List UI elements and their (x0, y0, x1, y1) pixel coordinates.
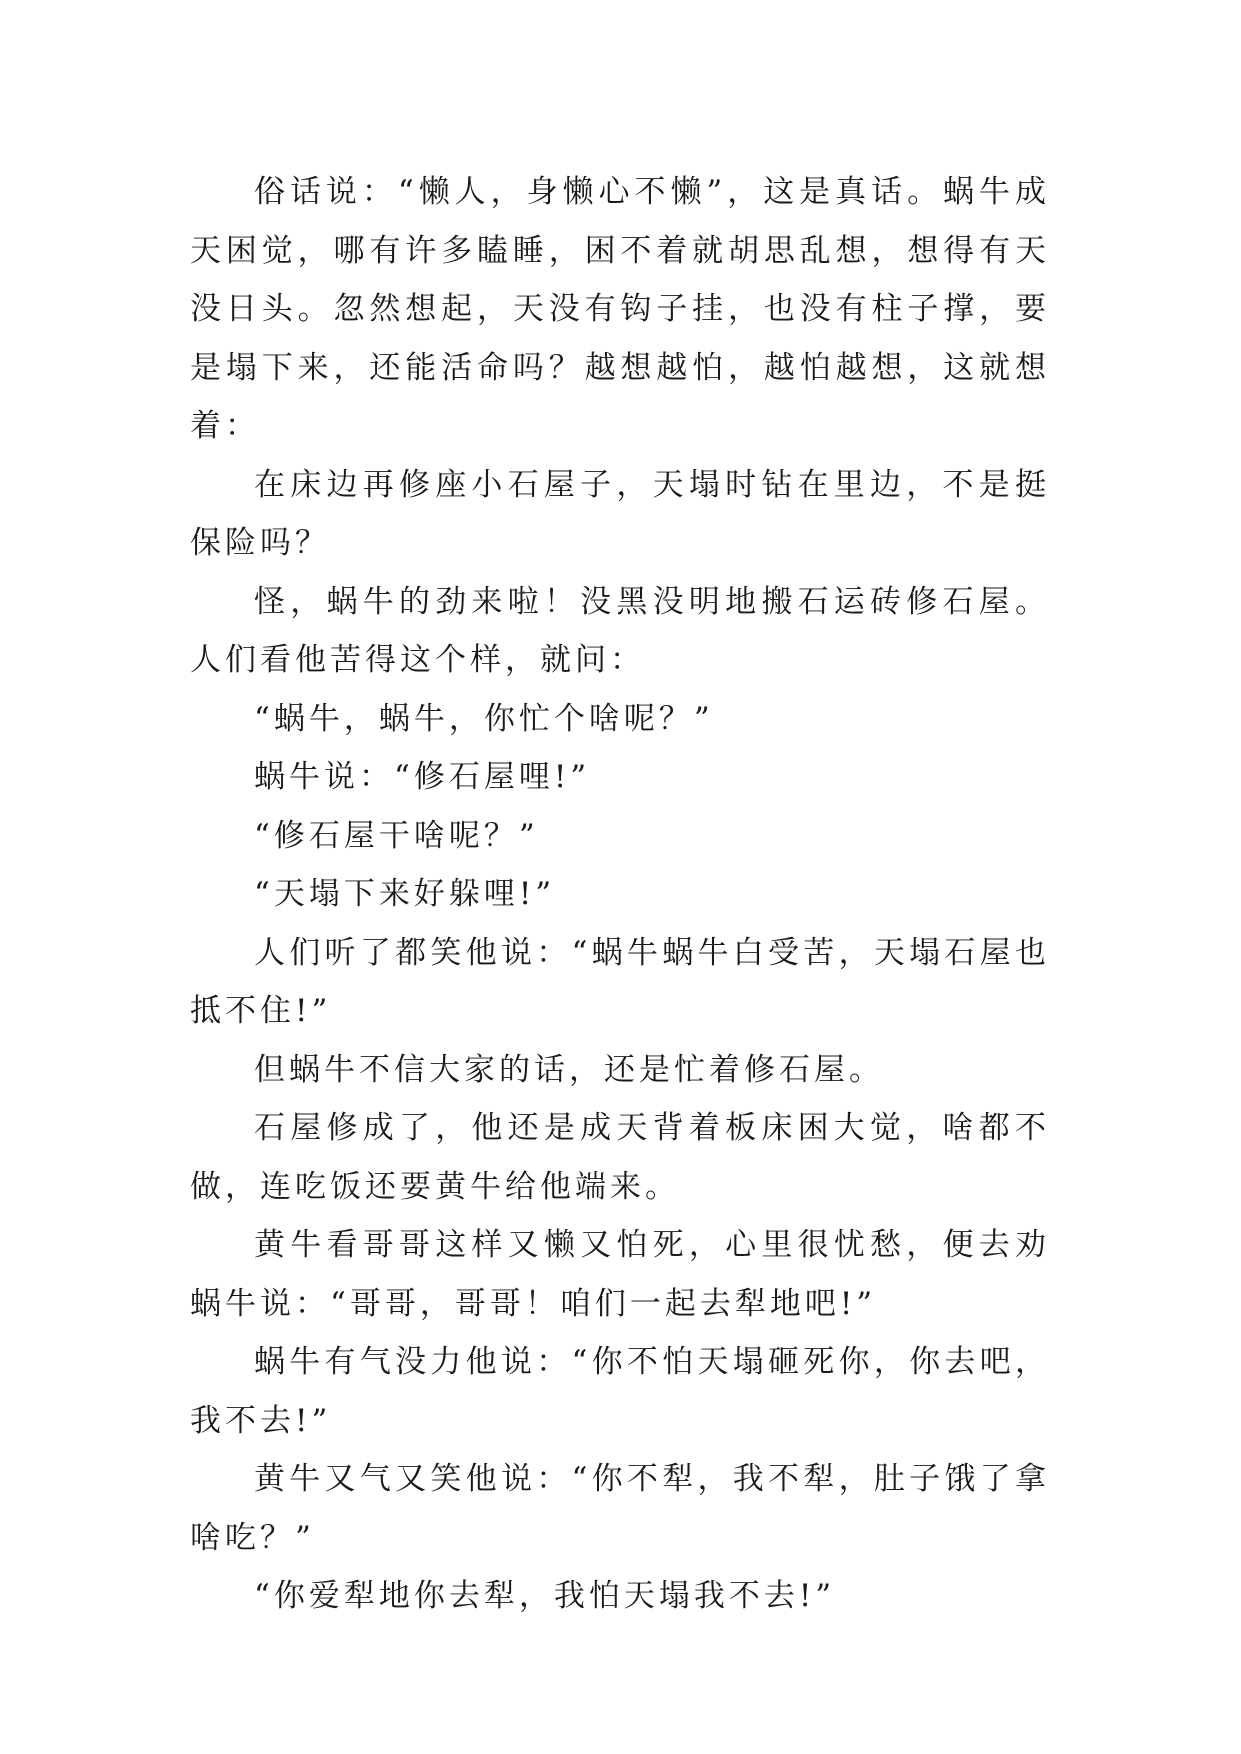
paragraph: 在床边再修座小石屋子，天塌时钻在里边，不是挺保险吗？ (190, 466, 1050, 561)
paragraph: 黄牛又气又笑他说：“你不犁，我不犁，肚子饿了拿啥吃？” (190, 1461, 1050, 1556)
paragraph: 黄牛看哥哥这样又懒又怕死，心里很忧愁，便去劝蜗牛说：“哥哥，哥哥！咱们一起去犁地吧!” (190, 1227, 1050, 1322)
paragraph: “你爱犁地你去犁，我怕天塌我不去!” (254, 1578, 836, 1614)
paragraph: 俗话说：“懒人，身懒心不懒”，这是真话。蜗牛成天困觉，哪有许多瞌睡，困不着就胡思乱想，想得有天没日头。忽然想起，天没有钩子挂，也没有柱子撑，要是塌下来，还能活命吗？越想越怕，越怕越想，这就想着： (190, 174, 1050, 444)
paragraph: 人们听了都笑他说：“蜗牛蜗牛白受苦，天塌石屋也抵不住!” (190, 934, 1050, 1029)
paragraph: “天塌下来好躲哩!” (254, 876, 556, 912)
paragraph: 蜗牛有气没力他说：“你不怕天塌砸死你，你去吧，我不去!” (190, 1344, 1050, 1439)
paragraph: “修石屋干啥呢？” (254, 817, 539, 854)
paragraph: 但蜗牛不信大家的话，还是忙着修石屋。 (254, 1051, 884, 1088)
paragraph: 怪，蜗牛的劲来啦！没黑没明地搬石运砖修石屋。人们看他苦得这个样，就问： (190, 583, 1050, 678)
paragraph: 蜗牛说：“修石屋哩!” (254, 759, 591, 795)
story-text (190, 163, 1050, 1626)
paragraph: 石屋修成了，他还是成天背着板床困大觉，啥都不做，连吃饭还要黄牛给他端来。 (190, 1110, 1050, 1205)
paragraph: “蜗牛，蜗牛，你忙个啥呢？” (254, 700, 714, 737)
